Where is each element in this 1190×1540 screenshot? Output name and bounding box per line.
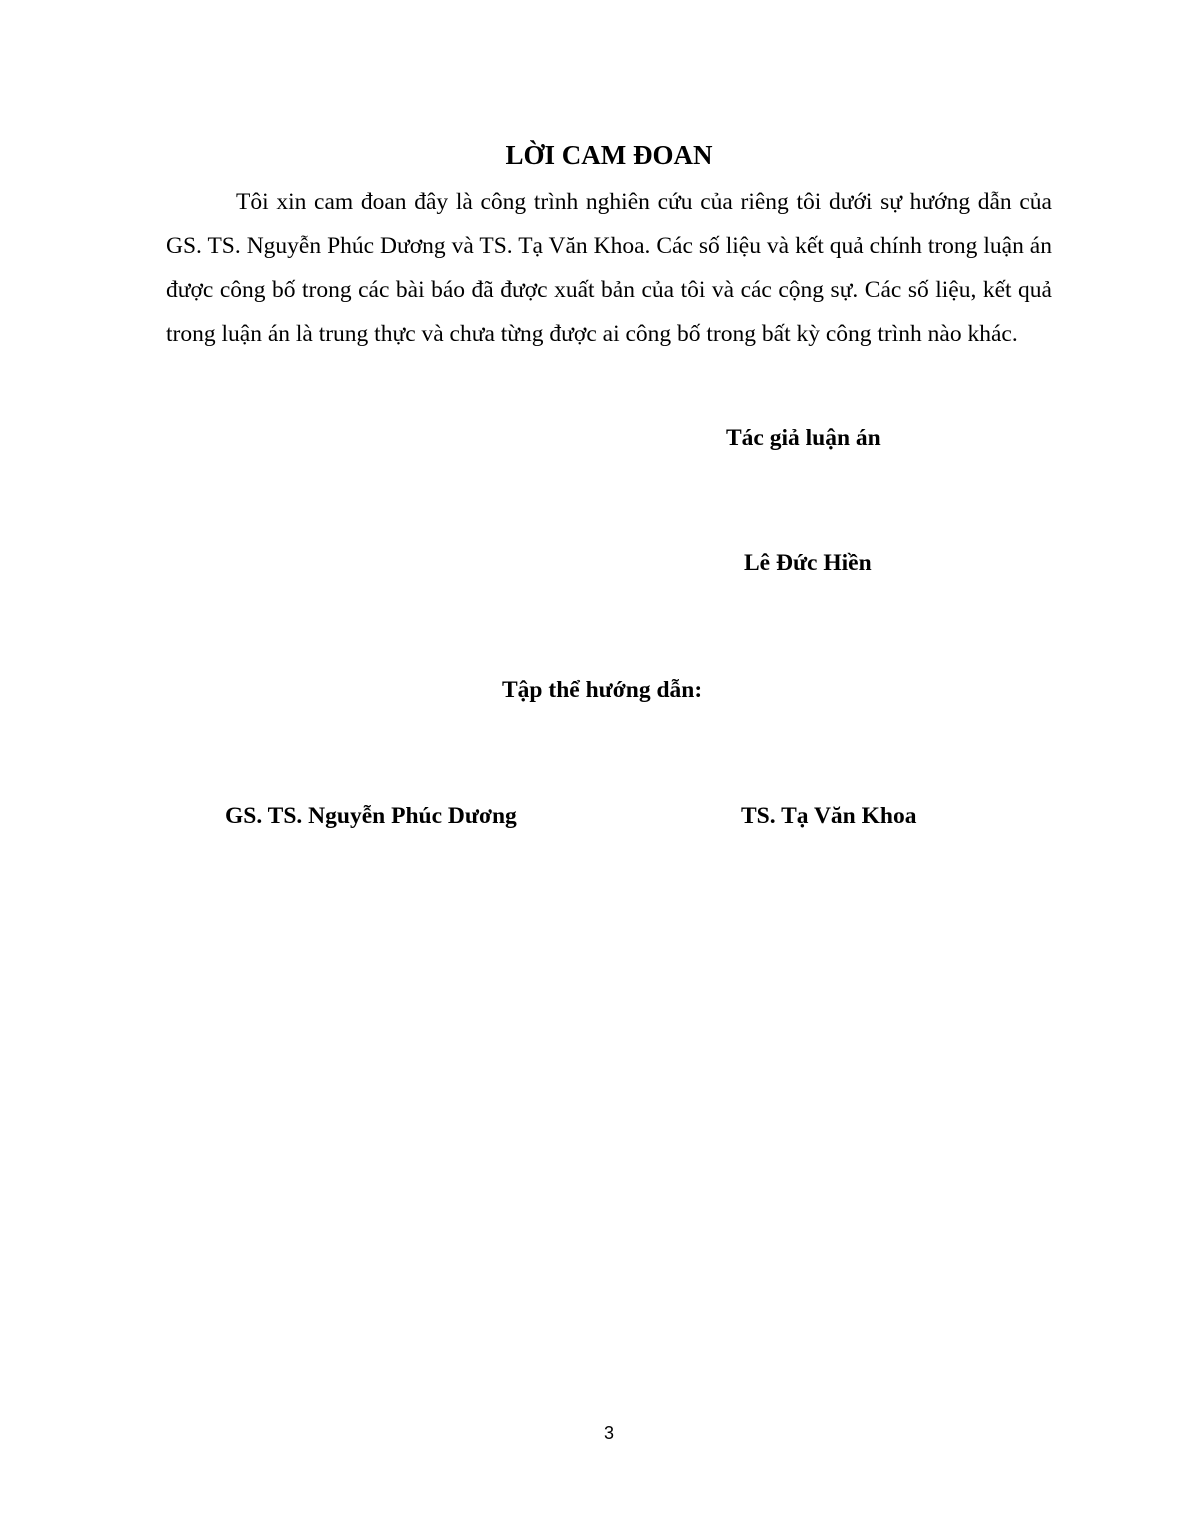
page-title: LỜI CAM ĐOAN [505, 140, 713, 170]
supervisor-name: GS. TS. Nguyễn Phúc Dương [225, 803, 517, 829]
author-label: Tác giả luận án [726, 425, 881, 451]
supervisor-name: TS. Tạ Văn Khoa [741, 803, 917, 829]
declaration-paragraph: Tôi xin cam đoan đây là công trình nghiên cứu của riêng tôi dưới sự hướng dẫn của GS. TS. Nguyễn Phúc Dương và TS. Tạ Văn Khoa. Các số liệu và kết quả chính trong luận án được công bố trong các bài báo đã được xuất bản của tôi và các cộng sự. Các số liệu, kết quả trong luận án là trung thực và chưa từng được ai công bố trong bất kỳ công trình nào khác. [166, 189, 1052, 347]
author-name: Lê Đức Hiền [744, 550, 872, 576]
page-number: 3 [603, 1423, 614, 1443]
supervisors-label: Tập thể hướng dẫn: [502, 677, 703, 703]
